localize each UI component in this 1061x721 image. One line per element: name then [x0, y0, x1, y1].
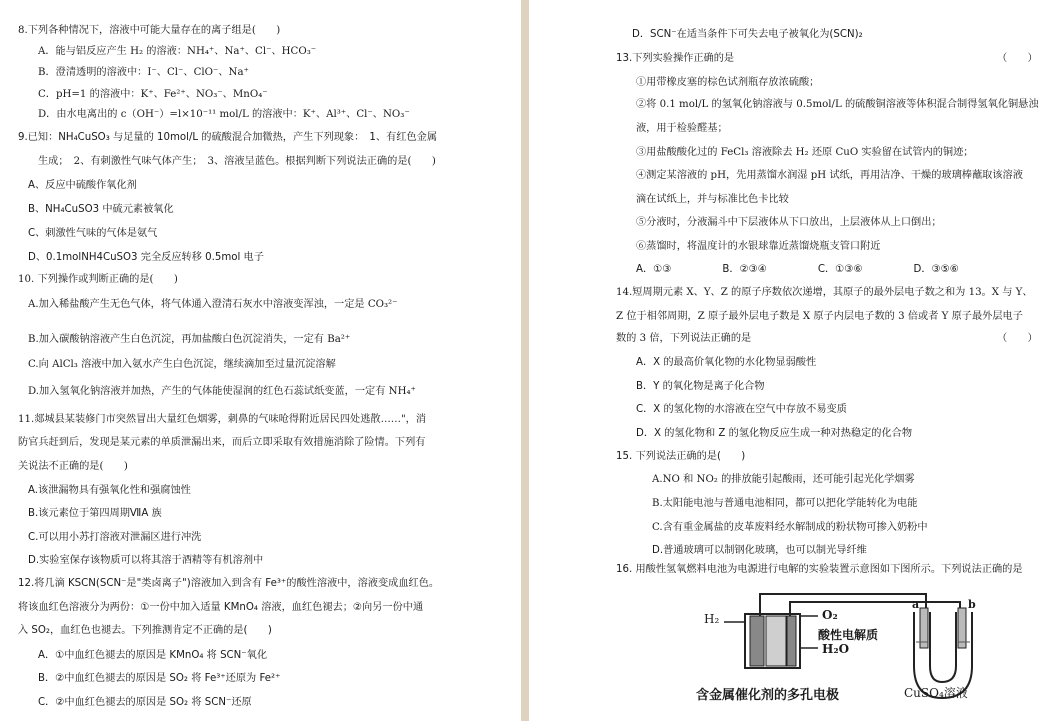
label-electrolyte: 酸性电解质 [818, 628, 879, 642]
right-text-line: 14.短周期元素 X、Y、Z 的原子序数依次递增，其原子的最外层电子数之和为 13。X 与 Y、 [616, 287, 1033, 298]
right-text-line: ②将 0.1 mol/L 的氢氧化钠溶液与 0.5mol/L 的硫酸铜溶液等体积混合制得氢氧化铜悬浊 [636, 99, 1039, 110]
left-text-line: A．①中血红色褪去的原因是 KMnO₄ 将 SCN⁻氧化 [38, 650, 268, 661]
right-text-line: D．X 的氢化物和 Z 的氢化物反应生成一种对热稳定的化合物 [636, 428, 913, 439]
label-h2: H₂ [704, 612, 720, 626]
right-text-line: D.普通玻璃可以制钢化玻璃，也可以制光导纤维 [652, 545, 867, 556]
left-text-line: C.向 AlCl₃ 溶液中加入氨水产生白色沉淀，继续滴加至过量沉淀溶解 [28, 359, 336, 370]
right-text-line: A．X 的最高价氧化物的水化物显弱酸性 [636, 357, 817, 368]
left-text-line: A、反应中硫酸作氧化剂 [28, 180, 137, 191]
label-electrode: 含金属催化剂的多孔电极 [696, 688, 840, 703]
right-text-line: 液，用于检验醛基； [636, 123, 728, 134]
answer-paren: （ ） [997, 333, 1038, 344]
right-text-line: C．X 的氢化物的水溶液在空气中存放不易变质 [636, 404, 847, 415]
label-h2o: H₂O [822, 642, 850, 656]
left-text-line: B.加入碳酸钠溶液产生白色沉淀，再加盐酸白色沉淀消失，一定有 Ba²⁺ [28, 334, 351, 345]
left-text-line: 12.将几滴 KSCN(SCN⁻是"类卤离子")溶液加入到含有 Fe³⁺的酸性溶液中，溶液变成血红色。 [18, 578, 440, 589]
left-text-line: C.可以用小苏打溶液对泄漏区进行冲洗 [28, 532, 202, 543]
left-text-line: B．②中血红色褪去的原因是 SO₂ 将 Fe³⁺还原为 Fe²⁺ [38, 673, 281, 684]
left-text-line: B、NH₄CuSO3 中硫元素被氧化 [28, 204, 174, 215]
right-text-line: B.太阳能电池与普通电池相同，都可以把化学能转化为电能 [652, 498, 918, 509]
right-text-line: A．①③ B．②③④ C．①③⑥ D．③⑤⑥ [636, 264, 959, 275]
right-text-line: 滴在试纸上，并与标准比色卡比较 [636, 194, 789, 205]
left-text-line: B.该元素位于第四周期ⅦA 族 [28, 508, 162, 519]
left-text-line: C．pH=1 的溶液中：K⁺、Fe²⁺、NO₃⁻、MnO₄⁻ [38, 89, 268, 100]
left-text-line: 入 SO₂，血红色也褪去。下列推测肯定不正确的是( ) [18, 625, 272, 636]
right-text-line: 数的 3 倍，下列说法正确的是 [616, 333, 752, 344]
left-text-line: 9.已知：NH₄CuSO₃ 与足量的 10mol/L 的硫酸混合加微热，产生下列现象： 1、有红色金属 [18, 132, 438, 143]
electrolysis-figure [690, 586, 1000, 714]
left-text-line: 10. 下列操作或判断正确的是( ) [18, 274, 178, 285]
left-text-line: 将该血红色溶液分为两份：①一份中加入适量 KMnO₄ 溶液，血红色褪去；②向另一份中通 [18, 602, 424, 613]
left-text-line: D、0.1molNH4CuSO3 完全反应转移 0.5mol 电子 [28, 252, 264, 263]
left-text-line: 11.郯城县某装修门市突然冒出大量红色烟雾，刺鼻的气味呛得附近居民四处逃散……"，消 [18, 414, 427, 425]
left-text-line: C、刺激性气味的气体是氨气 [28, 228, 158, 239]
label-a: a [912, 598, 920, 611]
right-text-line: C.含有重金属盐的皮革废料经水解制成的粉状物可掺入奶粉中 [652, 522, 928, 533]
left-text-line: A.该泄漏物具有强氧化性和强腐蚀性 [28, 485, 191, 496]
right-text-line: ⑤分液时，分液漏斗中下层液体从下口放出，上层液体从上口倒出； [636, 217, 942, 228]
left-text-line: 关说法不正确的是( ) [18, 461, 128, 472]
right-text-line: ③用盐酸酸化过的 FeCl₃ 溶液除去 H₂ 还原 CuO 实验留在试管内的铜迹； [636, 147, 974, 158]
left-text-line: D.加入氢氧化钠溶液并加热，产生的气体能使湿润的红色石蕊试纸变蓝，一定有 NH₄⁺ [28, 386, 416, 397]
right-text-line: D．SCN⁻在适当条件下可失去电子被氧化为(SCN)₂ [632, 29, 863, 40]
left-text-line: A.加入稀盐酸产生无色气体，将气体通入澄清石灰水中溶液变浑浊，一定是 CO₃²⁻ [28, 299, 398, 310]
right-text-line: Z 位于相邻周期，Z 原子最外层电子数是 X 原子内层电子数的 3 倍或者 Y 原子最外层电子 [616, 311, 1023, 322]
right-text-line: ①用带橡皮塞的棕色试剂瓶存放浓硫酸； [636, 77, 820, 88]
right-text-line: 13.下列实验操作正确的是 [616, 53, 735, 64]
left-text-line: C．②中血红色褪去的原因是 SO₂ 将 SCN⁻还原 [38, 697, 252, 708]
answer-paren: （ ） [997, 53, 1038, 64]
left-text-line: B．澄清透明的溶液中：I⁻、Cl⁻、ClO⁻、Na⁺ [38, 67, 249, 78]
right-text-line: 16. 用酸性氢氧燃料电池为电源进行电解的实验装置示意图如下图所示。下列说法正确的是 [616, 564, 1023, 575]
right-text-line: 15. 下列说法正确的是( ) [616, 451, 746, 462]
left-text-line: D.实验室保存该物质可以将其溶于酒精等有机溶剂中 [28, 555, 264, 566]
left-column [0, 0, 521, 721]
right-text-line: ⑥蒸馏时，将温度计的水银球靠近蒸馏烧瓶支管口附近 [636, 241, 881, 252]
left-text-line: 8.下列各种情况下，溶液中可能大量存在的离子组是( ) [18, 25, 281, 36]
page-gutter [521, 0, 529, 721]
label-o2: O₂ [822, 608, 838, 622]
right-text-line: B．Y 的氧化物是离子化合物 [636, 381, 765, 392]
right-text-line: ④测定某溶液的 pH，先用蒸馏水润湿 pH 试纸，再用洁净、干燥的玻璃棒蘸取该溶液 [636, 170, 1023, 181]
left-text-line: A．能与铝反应产生 H₂ 的溶液：NH₄⁺、Na⁺、Cl⁻、HCO₃⁻ [38, 46, 317, 57]
right-text-line: A.NO 和 NO₂ 的排放能引起酸雨，还可能引起光化学烟雾 [652, 474, 915, 485]
left-text-line: 生成； 2、有刺激性气味气体产生； 3、溶液呈蓝色。根据判断下列说法正确的是( ) [38, 156, 436, 167]
left-text-line: 防官兵赶到后，发现是某元素的单质泄漏出来，而后立即采取有效措施消除了险情。下列有 [18, 437, 426, 448]
label-cuso4: CuSO₄溶液 [904, 686, 968, 700]
left-text-line: D．由水电离出的 c（OH⁻）=l×10⁻¹¹ mol/L 的溶液中：K⁺、Al³⁺、Cl⁻、NO₃⁻ [38, 109, 410, 120]
label-b: b [968, 598, 976, 611]
